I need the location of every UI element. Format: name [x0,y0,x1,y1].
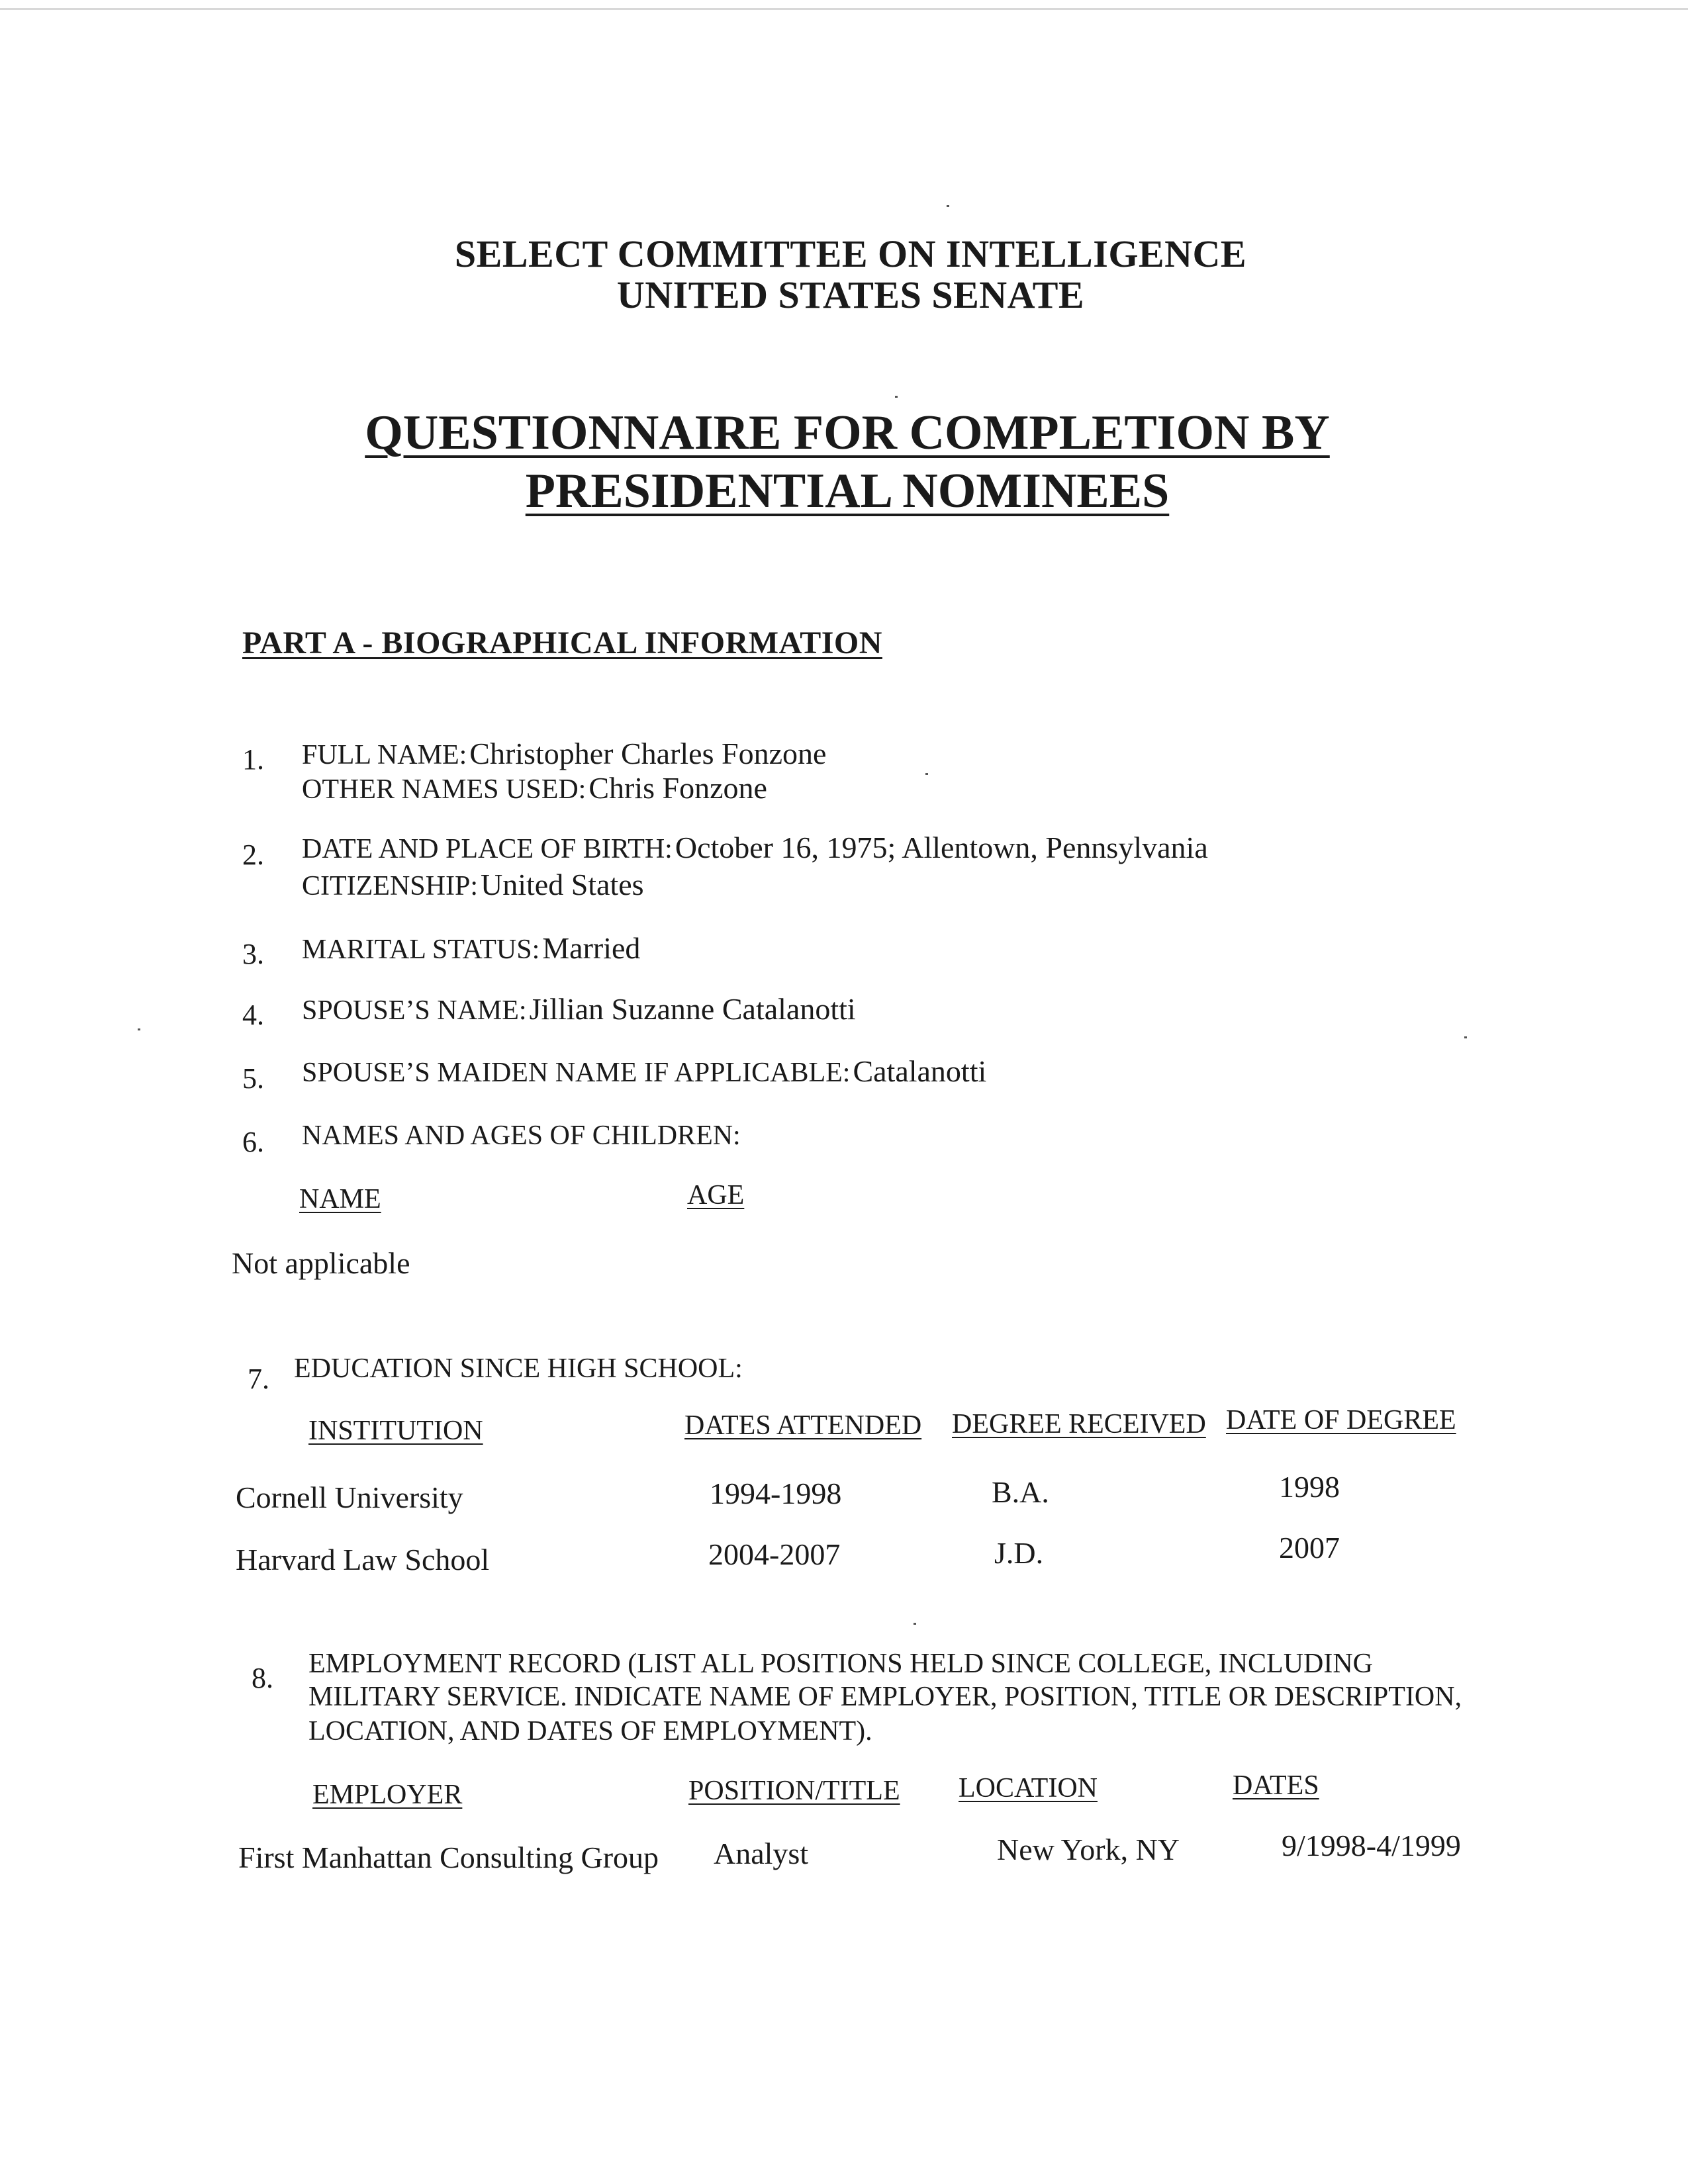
birth-row [302,830,1208,865]
column-header-dates: DATES [1233,1770,1319,1801]
field-label: FULL NAME: [302,740,467,770]
field-value: Catalanotti [853,1054,987,1088]
children-none: Not applicable [232,1246,410,1280]
employment-label-line1: EMPLOYMENT RECORD (LIST ALL POSITIONS HELD SINCE COLLEGE, INCLUDING [308,1649,1374,1679]
other-names-row [302,770,767,805]
scan-speck [895,396,898,398]
scan-edge-line [0,8,1688,10]
field-label: CITIZENSHIP: [302,871,478,901]
field-value: October 16, 1975; Allentown, Pennsylvania [675,831,1208,864]
field-value: Chris Fonzone [588,771,767,805]
column-header-age: AGE [687,1180,745,1210]
field-label: SPOUSE’S MAIDEN NAME IF APPLICABLE: [302,1058,851,1088]
senate-name: UNITED STATES SENATE [616,273,1085,316]
item-number: 8. [252,1662,273,1694]
education-dates: 1994-1998 [710,1477,842,1510]
field-label: OTHER NAMES USED: [302,774,586,805]
column-header-dates-attended: DATES ATTENDED [684,1410,922,1441]
field-value: Jillian Suzanne Catalanotti [529,992,856,1026]
scan-speck [914,1623,916,1625]
citizenship-row [302,867,644,902]
field-label: MARITAL STATUS: [302,934,540,965]
spouse-name-row [302,991,856,1026]
education-dates: 2004-2007 [708,1537,841,1571]
field-label: DATE AND PLACE OF BIRTH: [302,834,673,864]
field-value: United States [481,868,644,901]
column-header-position: POSITION/TITLE [688,1776,900,1806]
committee-name: SELECT COMMITTEE ON INTELLIGENCE [454,232,1247,275]
scan-speck [925,773,928,775]
field-label: SPOUSE’S NAME: [302,995,527,1026]
column-header-degree-received: DEGREE RECEIVED [952,1409,1206,1439]
employment-label-line3: LOCATION, AND DATES OF EMPLOYMENT). [308,1716,872,1747]
education-label: EDUCATION SINCE HIGH SCHOOL: [294,1353,743,1384]
maiden-name-row [302,1054,986,1089]
column-header-date-of-degree: DATE OF DEGREE [1226,1405,1456,1435]
education-degree: B.A. [992,1475,1049,1509]
scan-speck [138,1028,140,1030]
item-number: 6. [242,1126,264,1158]
item-number: 5. [242,1062,264,1095]
item-number: 1. [242,743,264,776]
column-header-institution: INSTITUTION [308,1416,483,1446]
employment-location: New York, NY [997,1833,1180,1866]
item-number: 7. [248,1363,269,1395]
education-degree-date: 2007 [1279,1531,1340,1565]
field-value: Christopher Charles Fonzone [469,737,827,770]
section-heading-part-a: PART A - BIOGRAPHICAL INFORMATION [242,625,882,660]
column-header-name: NAME [299,1184,381,1214]
education-degree: J.D. [994,1536,1044,1570]
field-value: Married [542,931,641,965]
column-header-location: LOCATION [959,1773,1098,1803]
education-institution: Cornell University [236,1480,463,1514]
children-label: NAMES AND AGES OF CHILDREN: [302,1120,741,1151]
column-header-employer: EMPLOYER [312,1780,463,1810]
page-title-line2: PRESIDENTIAL NOMINEES [525,464,1170,518]
employment-dates: 9/1998-4/1999 [1282,1829,1461,1862]
item-number: 2. [242,839,264,871]
page-title-line1: QUESTIONNAIRE FOR COMPLETION BY [365,406,1330,460]
full-name-row [302,736,826,771]
education-institution: Harvard Law School [236,1543,490,1576]
marital-status-row [302,931,640,966]
item-number: 3. [242,938,264,970]
education-degree-date: 1998 [1279,1470,1340,1504]
employment-position: Analyst [714,1837,809,1870]
scan-speck [1464,1036,1467,1038]
employment-label-line2: MILITARY SERVICE. INDICATE NAME OF EMPLOYER, POSITION, TITLE OR DESCRIPTION, [308,1682,1462,1712]
item-number: 4. [242,999,264,1031]
scan-speck [947,205,949,207]
employment-employer: First Manhattan Consulting Group [238,1841,659,1874]
